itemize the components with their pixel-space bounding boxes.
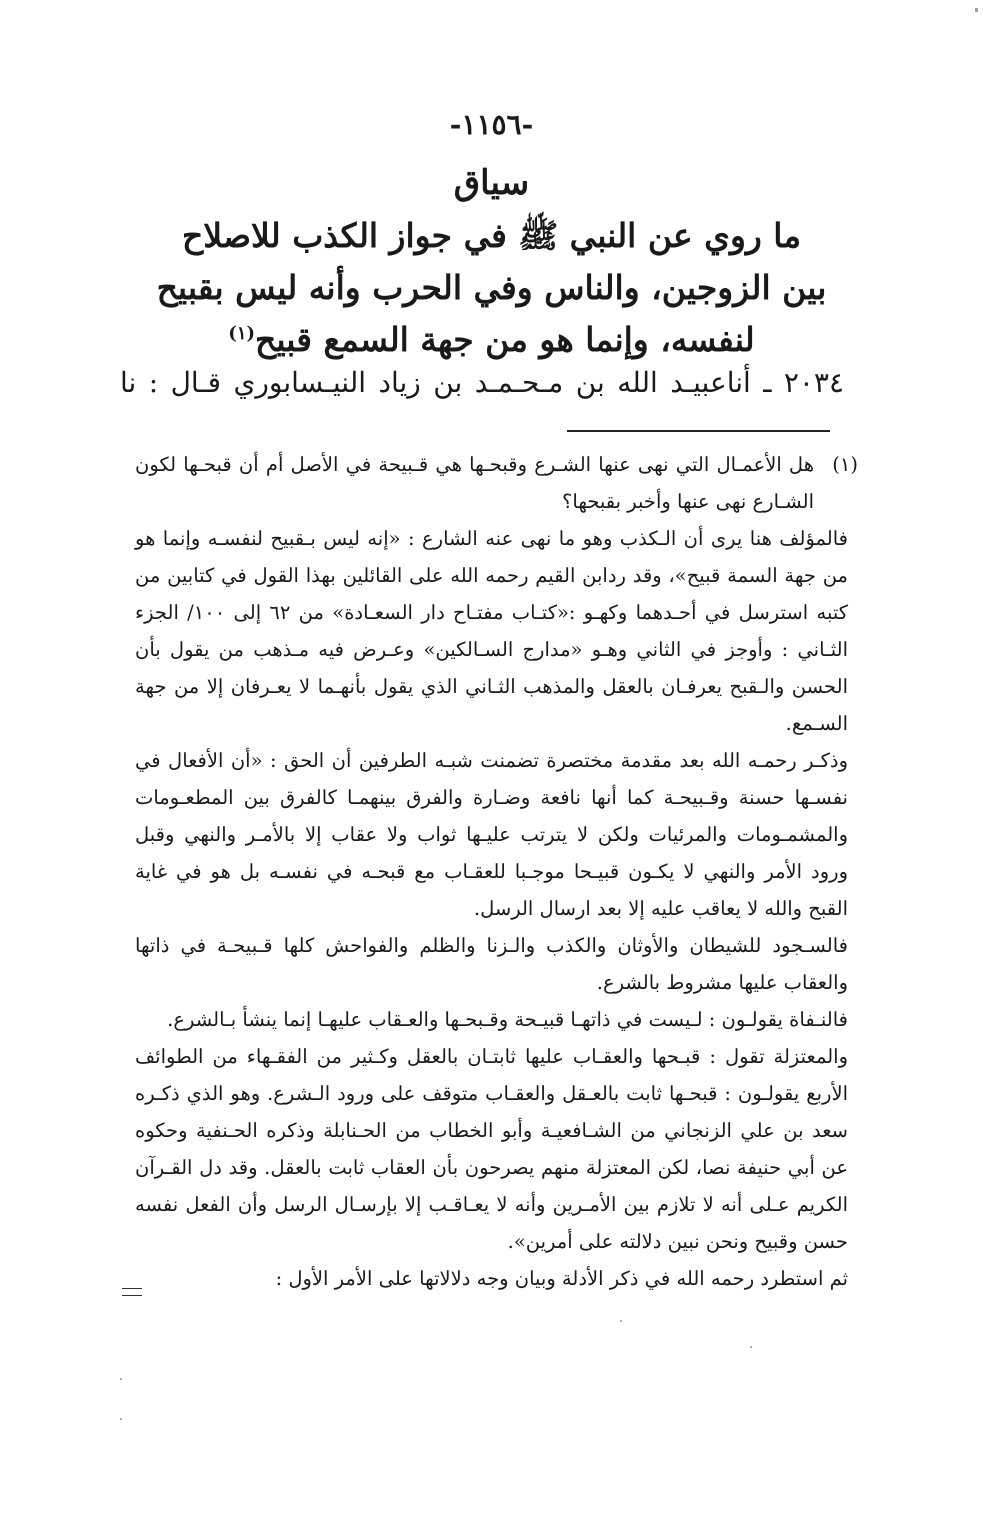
chapter-title-line-2: بين الزوجين، والناس وفي الحرب وأنه ليس بقبيح — [156, 268, 827, 307]
footnote-reference: (١) — [228, 323, 256, 344]
footnote-paragraph: فالنـفاة يقولـون : لـيست في ذاتهـا قبيـحة وقـبحـها والعـقاب عليهـا إنما ينشأ بـالشرع. — [167, 1008, 848, 1031]
scan-speck — [620, 1320, 622, 1322]
hadith-text-line: ٢٠٣٤ ـ أناعبيـد الله بن مـحـمـد بن زياد النيـسابوري قـال : نا — [120, 366, 844, 399]
footnote-paragraph: هل الأعمـال التي نهى عنها الشـرع وقبحـها هي قـبيحة في الأصل أم أن قبحـها لكون الشـارع نهى عنها وأخبر بقبحها؟ — [135, 453, 814, 513]
chapter-title — [110, 210, 873, 366]
footnote-paragraph: والمعتزلة تقول : قبـحها والعقـاب عليها ثابتـان بالعقل وكـثير من الفقـهاء من الطوائف الأربع يقولـون : قبحـها ثابت بالعـقل والعقـاب متوقف على ورود الـشرع. وهو الذي ذكـره سعد بن علي الزنجاني من الشـافعيـة وأبو الخطاب من الحـنابلة وذكره الحـنفية وحكوه عن أبي حنيفة نصا، لكن المعتزلة منهم يصرحون بأن العقاب ثابت بالعقل. وقد دل القـرآن الكريم عـلى أنه لا تلازم بين الأمـرين وأنه لا يعـاقـب إلا بإرسـال الرسل وأن الفعل نفسه حسن وقبيح ونحن نبين دلالته على أمرين». — [135, 1045, 848, 1253]
chapter-title-line-1: ما روي عن النبي ﷺ في جواز الكذب للاصلاح — [181, 216, 802, 255]
footnote-paragraph: وذكـر رحمـه الله بعد مقدمة مختصرة تضمنت شبـه الطرفين أن الحق : «أن الأفعال في نفسـها حسنة وقـبيحـة كما أنها نافعة وضـارة والفرق بينهمـا كالفرق بين المطعـومات والمشمـومات والمرئيات ولكن لا يترتب عليـها ثواب ولا عقاب إلا بالأمـر والنهي وقبل ورود الأمر والنهي لا يكـون قبيـحا موجـبا للعقـاب مع قبحـه في نفسـه بل هو في غاية القبح والله لا يعاقب عليه إلا بعد ارسال الرسل. — [135, 749, 848, 920]
footnote-paragraph: فالمؤلف هنا يرى أن الـكذب وهو ما نهى عنه الشارع : «إنه ليس بـقبيح لنفسـه وإنما هو من جهة السمة قبيح»، وقد ردابن القيم رحمه الله على القائلين بهذا القول في كتابين من كتبه استرسل في أحـدهما وكهـو :«كتـاب مفتـاح دار السعـادة» من ٦٢ إلى ١٠٠/ الجزء الثـاني : وأوجز في الثاني وهـو «مدارج السـالكين» وعـرض فيه مـذهب من يقول بأن الحسن والـقبح يعرفـان بالعقل والمذهب الثـاني الذي يقول بأنهـما لا يعـرفان إلا من جهة السـمع. — [135, 527, 848, 735]
scan-speck — [750, 1346, 752, 1348]
footnote-paragraph: ثم استطرد رحمه الله في ذكر الأدلة وبيان وجه دلالاتها على الأمر الأول : — [275, 1267, 848, 1290]
footnotes-section — [135, 446, 858, 1297]
margin-mark — [122, 1288, 142, 1296]
chapter-title-line-3 — [110, 314, 873, 366]
chapter-title-line-3-text: لنفسه، وإنما هو من جهة السمع قبيح — [255, 320, 755, 359]
scan-speck — [975, 8, 978, 12]
footnote-paragraph: فالسـجود للشيطان والأوثان والكذب والـزنا والظلم والفواحش كلها قـبيحـة في ذاتها والعقاب عليها مشروط بالشرع. — [135, 934, 848, 994]
footnote-separator — [567, 430, 830, 432]
scan-speck — [120, 1418, 122, 1420]
page-number: -١١٥٦- — [449, 108, 534, 141]
footnote-marker: (١) — [832, 453, 858, 476]
chapter-label: سياق — [453, 163, 530, 203]
scan-speck — [120, 1378, 122, 1380]
